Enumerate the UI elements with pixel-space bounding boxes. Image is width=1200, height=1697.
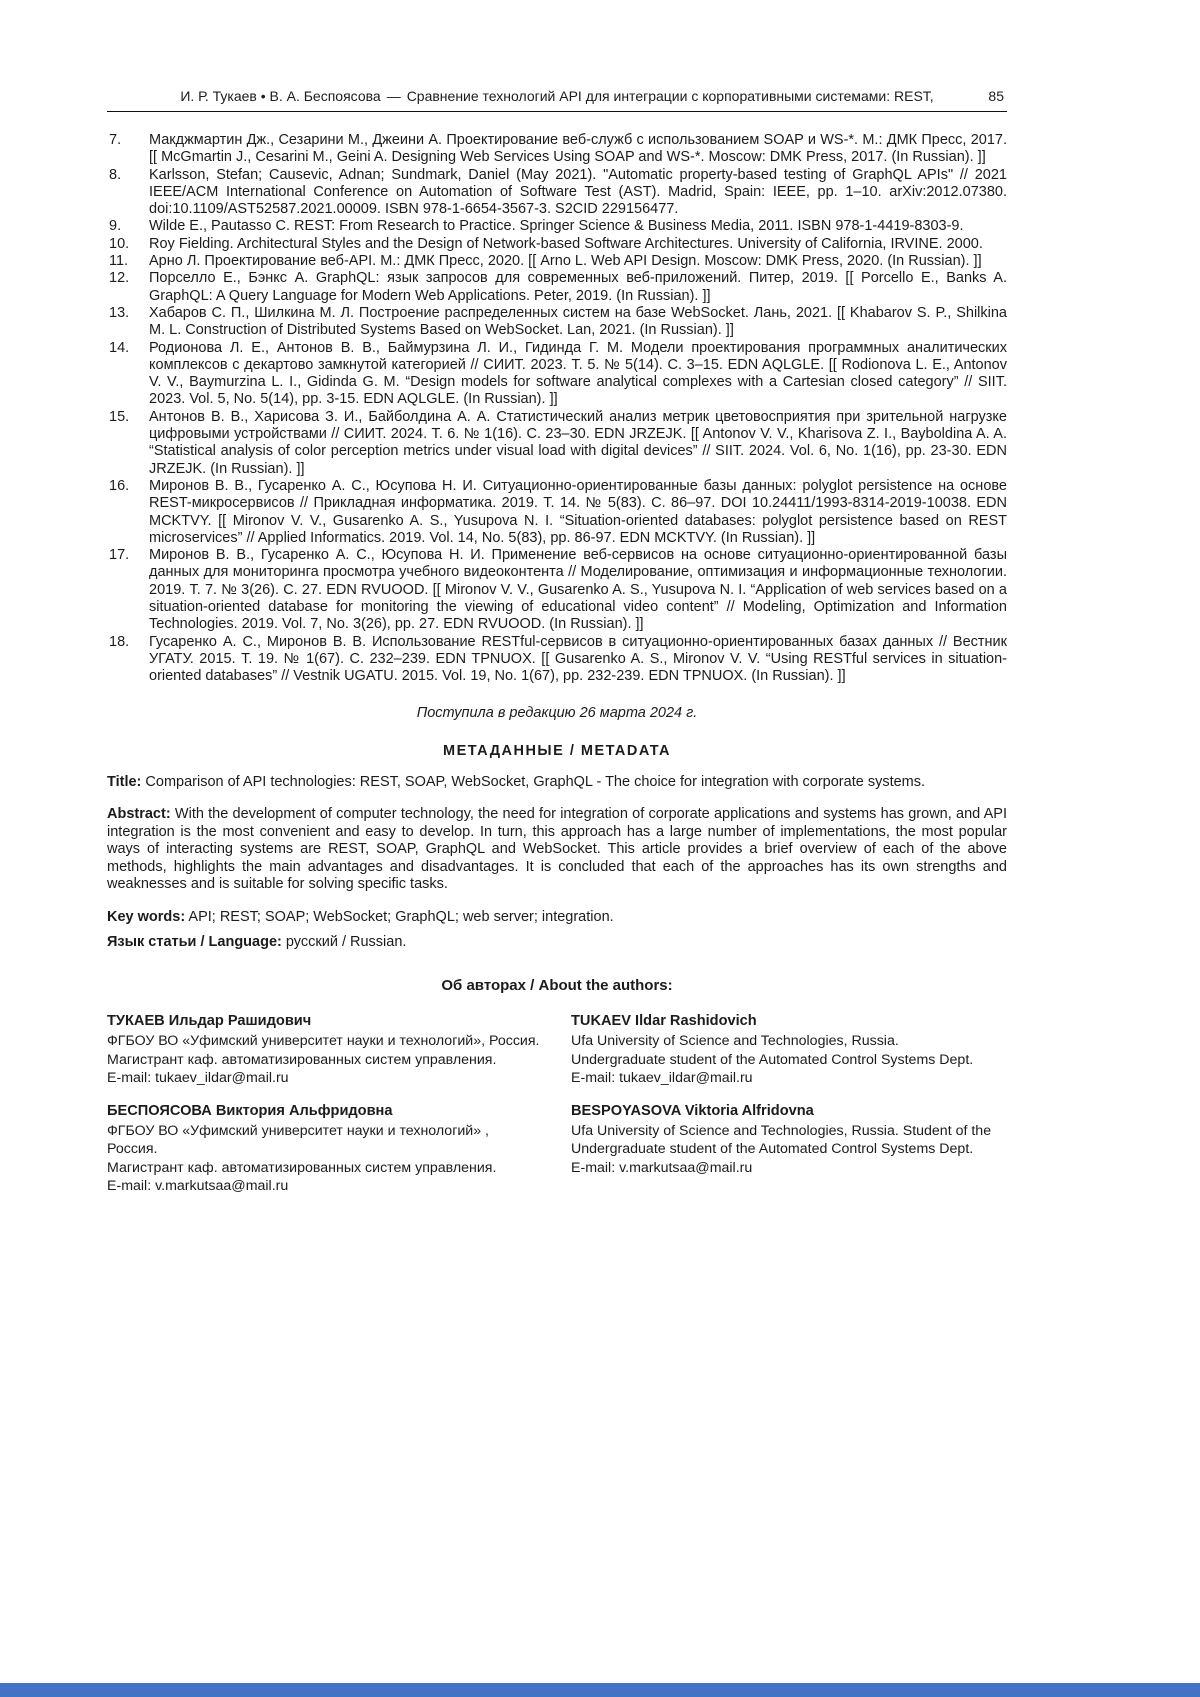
abstract-label: Abstract: bbox=[107, 806, 171, 823]
header-running-title: Сравнение технологий API для интеграции с корпоративными системами: REST, bbox=[406, 88, 934, 104]
page-number: 85 bbox=[988, 88, 1004, 104]
reference-item bbox=[107, 305, 1007, 340]
reference-number: 7. bbox=[109, 132, 122, 148]
reference-number: 8. bbox=[109, 166, 122, 183]
reference-text: Хабаров С. П., Шилкина М. Л. Построение распределенных систем на базе WebSocket. Лань, 2021. [[ Khabarov S. P., Shilkina M. L. Construction of Distributed Systems Based on WebSocket. Lan, 2021. (In Russian). ]] bbox=[149, 304, 1007, 339]
reference-text: Миронов В. В., Гусаренко А. С., Юсупова Н. И. Применение веб-сервисов на основе ситуационно-ориентированной базы данных для мониторинга просмотра учебного видеоконтента // Моделирование, оптимизация и информационные технологии. 2019. Т. 7. № 3(26). С. 27. EDN RVUOOD. [[ Mironov V. V., Gusarenko A. S., Yusupova N. I. “Application of web services based on a situation-oriented database for monitoring the viewing of educational video content” // Modeling, Optimization and Information Technologies. 2019. Vol. 7, No. 3(26), pp. 27. EDN RVUOOD. (In Russian). ]] bbox=[149, 547, 1007, 633]
author-block bbox=[107, 1012, 543, 1087]
author-name: БЕСПОЯСОВА Виктория Альфридовна bbox=[107, 1103, 393, 1120]
page-content bbox=[107, 88, 1007, 1210]
reference-number: 12. bbox=[109, 270, 130, 287]
reference-text: Порселло Е., Бэнкс А. GraphQL: язык запросов для современных веб-приложений. Питер, 2019. [[ Porcello E., Banks A. GraphQL: A Query Language for Modern Web Applications. Peter, 2019. (In Russian). ]] bbox=[149, 270, 1007, 304]
reference-number: 13. bbox=[109, 304, 130, 321]
keywords-label: Key words: bbox=[107, 909, 186, 926]
keywords-text: API; REST; SOAP; WebSocket; GraphQL; web server; integration. bbox=[188, 909, 614, 926]
author-email: E-mail: v.markutsaa@mail.ru bbox=[571, 1159, 753, 1176]
references-list bbox=[107, 132, 1007, 686]
reference-text: Арно Л. Проектирование веб-API. М.: ДМК Пресс, 2020. [[ Arno L. Web API Design. Moscow: DMK Press, 2020. (In Russian). ]] bbox=[149, 253, 982, 270]
author-position: Магистрант каф. автоматизированных систем управления. bbox=[107, 1051, 497, 1068]
reference-item bbox=[107, 547, 1007, 633]
author-email: E-mail: v.markutsaa@mail.ru bbox=[107, 1177, 289, 1194]
author-block bbox=[571, 1012, 1007, 1087]
reference-item bbox=[107, 218, 1007, 235]
reference-text: Миронов В. В., Гусаренко А. С., Юсупова Н. И. Ситуационно-ориентированные базы данных: polyglot persistence на основе REST-микросервисов // Прикладная информатика. 2019. Т. 14. № 5(83). С. 86–97. DOI 10.24411/1993-8314-2019-10038. EDN MCKTVY. [[ Mironov V. V., Gusarenko A. S., Yusupova N. I. “Situation-oriented databases: polyglot persistence based on REST microservices” // Applied Informatics. 2019. Vol. 14, No. 5(83), pp. 86-97. EDN MCKTVY. (In Russian). ]] bbox=[149, 477, 1007, 546]
reference-number: 10. bbox=[109, 235, 130, 252]
title-text: Comparison of API technologies: REST, SOAP, WebSocket, GraphQL - The choice for integration with corporate systems. bbox=[145, 773, 926, 790]
reference-item bbox=[107, 409, 1007, 478]
reference-number: 9. bbox=[109, 218, 122, 235]
reference-number: 18. bbox=[109, 633, 130, 650]
author-affiliation: Ufa University of Science and Technologies, Russia. Student of the Undergraduate student of the Automated Control Systems Dept. bbox=[571, 1123, 992, 1158]
authors-column-english bbox=[571, 1012, 1007, 1210]
reference-text: Антонов В. В., Харисова З. И., Байболдина А. А. Статистический анализ метрик цветовосприятия при зрительной нагрузке цифровыми устройствами // СИИТ. 2024. Т. 6. № 1(16). С. 23–30. EDN JRZEJK. [[ Antonov V. V., Kharisova Z. I., Bayboldina A. A. “Statistical analysis of color perception metrics under visual load with digital devices” // SIIT. 2024. Vol. 6, No. 1(16), pp. 23-30. EDN JRZEJK. (In Russian). ]] bbox=[149, 408, 1007, 477]
reference-text: Wilde E., Pautasso C. REST: From Research to Practice. Springer Science & Business Media, 2011. ISBN 978-1-4419-8303-9. bbox=[149, 218, 964, 235]
reference-number: 16. bbox=[109, 477, 130, 494]
authors-columns bbox=[107, 1012, 1007, 1210]
author-email: E-mail: tukaev_ildar@mail.ru bbox=[571, 1069, 753, 1086]
reference-text: Макджмартин Дж., Сезарини М., Джеини А. Проектирование веб-служб с использованием SOAP и WS-*. М.: ДМК Пресс, 2017. [[ McGmartin J., Cesarini M., Geini A. Designing Web Services Using SOAP and WS-*. Moscow: DMK Press, 2017. (In Russian). ]] bbox=[149, 132, 1007, 166]
reference-number: 17. bbox=[109, 547, 130, 564]
reference-text: Roy Fielding. Architectural Styles and the Design of Network-based Software Architectures. University of California, IRVINE. 2000. bbox=[149, 235, 983, 252]
authors-column-russian bbox=[107, 1012, 543, 1210]
abstract-paragraph bbox=[107, 806, 1007, 894]
reference-item bbox=[107, 478, 1007, 547]
reference-number: 15. bbox=[109, 408, 130, 425]
abstract-text: With the development of computer technology, the need for integration of corporate applications and systems has grown, and API integration is the most convenient and easy to develop. In turn, this approach has a large number of implementations, the most popular ways of interacting systems are REST, SOAP, GraphQL and WebSocket. This article provides a brief overview of each of the above methods, highlights the main advantages and disadvantages. It is concluded that each of the approaches has its own strengths and weaknesses and is suitable for solving specific tasks. bbox=[107, 806, 1008, 893]
authors-heading: Об авторах / About the authors: bbox=[441, 977, 673, 995]
reference-item bbox=[107, 132, 1007, 167]
reference-item bbox=[107, 340, 1007, 409]
reference-text: Karlsson, Stefan; Causevic, Adnan; Sundmark, Daniel (May 2021). "Automatic property-based testing of GraphQL APIs" // 2021 IEEE/ACM International Conference on Automation of Software Test (AST). Madrid, Spain: IEEE, pp. 1–10. arXiv:2012.07380. doi:10.1109/AST52587.2021.00009. ISBN 978-1-6654-3567-3. S2CID 229156477. bbox=[149, 166, 1007, 218]
author-name: BESPOYASOVA Viktoria Alfridovna bbox=[571, 1103, 814, 1120]
reference-item bbox=[107, 253, 1007, 270]
reference-number: 11. bbox=[109, 253, 129, 270]
author-name: TUKAEV Ildar Rashidovich bbox=[571, 1013, 757, 1030]
author-position: Undergraduate student of the Automated Control Systems Dept. bbox=[571, 1051, 974, 1068]
footer-bar bbox=[0, 1683, 1200, 1697]
header-authors: И. Р. Тукаев • В. А. Беспоясова bbox=[180, 88, 381, 104]
reference-item bbox=[107, 167, 1007, 219]
reference-item bbox=[107, 270, 1007, 305]
reference-text: Родионова Л. Е., Антонов В. В., Баймурзина Л. И., Гидинда Г. М. Модели проектирования программных аналитических комплексов с декартово замкнутой категорией // СИИТ. 2023. Т. 5. № 5(14). С. 3–15. EDN AQLGLE. [[ Rodionova L. E., Antonov V. V., Baymurzina L. I., Gidinda G. M. “Design models for software analytical complexes with a Cartesian closed category” // SIIT. 2023. Vol. 5, No. 5(14), pp. 3-15. EDN AQLGLE. (In Russian). ]] bbox=[149, 339, 1007, 408]
language-paragraph bbox=[107, 934, 1007, 952]
reference-text: Гусаренко А. С., Миронов В. В. Использование RESTful-сервисов в ситуационно-ориентированных базах данных // Вестник УГАТУ. 2015. Т. 19. № 1(67). С. 232–239. EDN TPNUOX. [[ Gusarenko A. S., Mironov V. V. “Using RESTful services in situation-oriented databases” // Vestnik UGATU. 2015. Vol. 19, No. 1(67), pp. 232-239. EDN TPNUOX. (In Russian). ]] bbox=[149, 633, 1007, 685]
author-block bbox=[571, 1102, 1007, 1177]
received-note: Поступила в редакцию 26 марта 2024 г. bbox=[416, 704, 698, 721]
author-block bbox=[107, 1102, 543, 1195]
author-affiliation: ФГБОУ ВО «Уфимский университет науки и технологий» , Россия. bbox=[107, 1123, 489, 1158]
author-affiliation: ФГБОУ ВО «Уфимский университет науки и технологий», Россия. bbox=[107, 1033, 540, 1050]
reference-item bbox=[107, 634, 1007, 686]
metadata-heading: МЕТАДАННЫЕ / METADATA bbox=[442, 742, 672, 759]
keywords-paragraph bbox=[107, 909, 1007, 927]
title-label: Title: bbox=[107, 773, 142, 790]
author-affiliation: Ufa University of Science and Technologies, Russia. bbox=[571, 1033, 899, 1050]
language-text: русский / Russian. bbox=[285, 933, 407, 950]
author-email: E-mail: tukaev_ildar@mail.ru bbox=[107, 1069, 289, 1086]
title-paragraph bbox=[107, 774, 1007, 792]
header-dash: — bbox=[386, 88, 401, 104]
author-name: ТУКАЕВ Ильдар Рашидович bbox=[107, 1013, 312, 1030]
author-position: Магистрант каф. автоматизированных систем управления. bbox=[107, 1159, 497, 1176]
reference-item bbox=[107, 236, 1007, 253]
language-label: Язык статьи / Language: bbox=[107, 933, 282, 950]
page-header bbox=[107, 88, 1007, 112]
reference-number: 14. bbox=[109, 339, 130, 356]
